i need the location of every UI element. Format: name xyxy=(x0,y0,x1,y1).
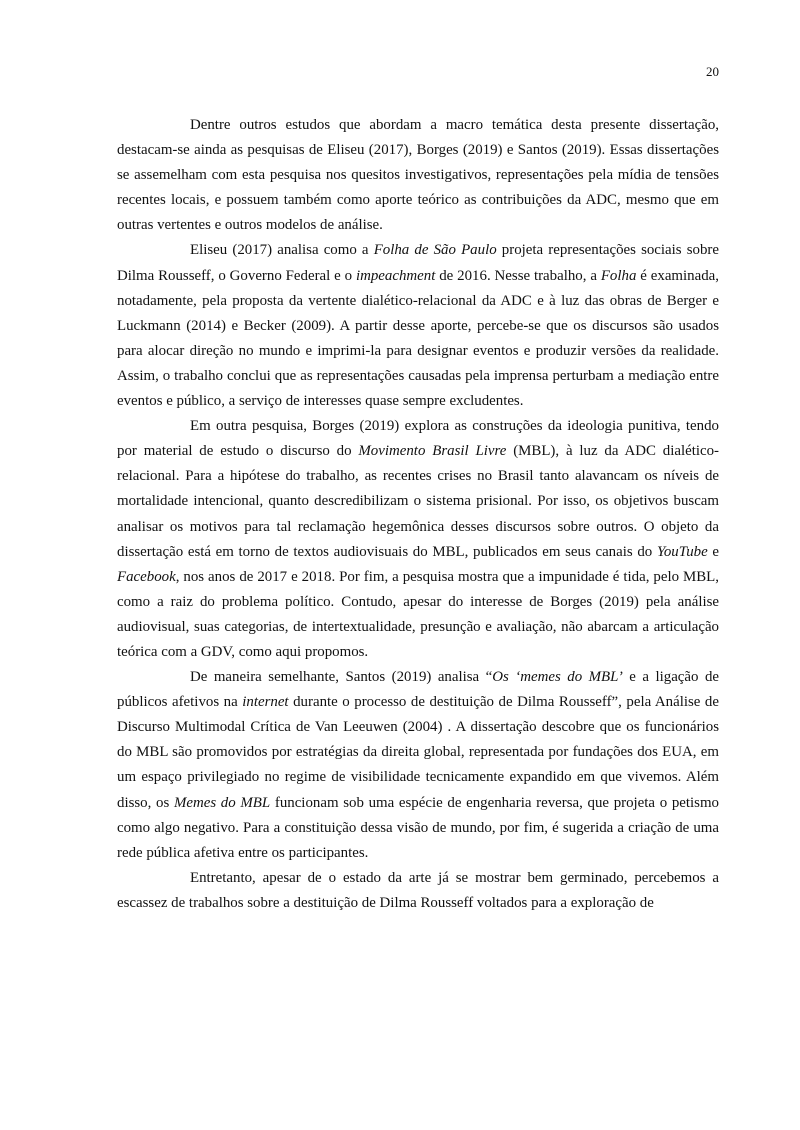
text-run: e a ligação de públicos afetivos na xyxy=(117,669,719,711)
paragraph xyxy=(117,238,719,414)
body-text xyxy=(117,113,719,916)
italic-term: Os ‘memes do MBL’ xyxy=(492,669,623,686)
paragraph xyxy=(117,414,719,665)
italic-term: Movimento Brasil Livre xyxy=(358,443,507,460)
text-run: durante o processo de destituição de Dilma Rousseff”, pela Análise de Discurso Multimodal Crítica de Van Leeuwen (2004) . A dissertação descobre que os funcionários do MBL são promovidos por estratégias da direita global, representada por fundações dos EUA, em um espaço privilegiado no regime de visibilidade tecnicamente expandido em que vivemos. Além disso, os xyxy=(117,694,719,811)
text-run: Eliseu (2017) analisa como a xyxy=(190,242,374,259)
italic-term: internet xyxy=(242,694,289,711)
italic-term: Folha xyxy=(600,267,637,284)
text-run: Dentre outros estudos que abordam a macro temática desta presente dissertação, destacam-se ainda as pesquisas de Eliseu (2017), Borges (2019) e Santos (2019). Essas dissertações se assemelham com esta pesquisa nos quesitos investigativos, representações pela mídia de tensões recentes locais, e possuem também como aporte teórico as contribuições da ADC, mesmo que em outras vertentes e outros modelos de análise. xyxy=(117,117,719,234)
italic-term: impeachment xyxy=(355,267,436,284)
text-run: funcionam sob uma espécie de engenharia reversa, que projeta o petismo como algo negativo. Para a constituição dessa visão de mundo, por fim, é sugerida a criação de uma rede pública afetiva entre os participantes. xyxy=(117,794,720,861)
text-run: Em outra pesquisa, Borges (2019) explora as construções da ideologia punitiva, tendo por material de estudo o discurso do xyxy=(117,418,719,460)
italic-term: Memes do MBL xyxy=(173,794,271,811)
text-run: , nos anos de 2017 e 2018. Por fim, a pesquisa mostra que a impunidade é tida, pelo MBL, como a raiz do problema político. Contudo, apesar do interesse de Borges (2019) pela análise audiovisual, suas categorias, de intertextualidade, presunção e avaliação, não abarcam a articulação teórica com a GDV, como aqui propomos. xyxy=(117,568,719,660)
text-run: e xyxy=(707,543,719,560)
italic-term: Facebook xyxy=(117,568,176,585)
paragraph xyxy=(117,113,719,238)
page-number: 20 xyxy=(706,64,719,79)
paragraph xyxy=(117,866,719,916)
text-run: De maneira semelhante, Santos (2019) analisa “ xyxy=(190,669,493,686)
paragraph xyxy=(117,665,719,866)
text-run: de 2016. Nesse trabalho, a xyxy=(435,267,601,284)
text-run: Entretanto, apesar de o estado da arte já se mostrar bem germinado, percebemos a escassez de trabalhos sobre a destituição de Dilma Rousseff voltados para a exploração de xyxy=(117,869,719,911)
text-run: é examinada, notadamente, pela proposta da vertente dialético-relacional da ADC e à luz das obras de Berger e Luckmann (2014) e Becker (2009). A partir desse aporte, percebe-se que os discursos são usados para alocar direção no mundo e imprimi-la para designar eventos e produzir versões da realidade. Assim, o trabalho conclui que as representações causadas pela imprensa perturbam a mediação entre eventos e público, a serviço de interesses quase sempre excludentes. xyxy=(117,267,719,410)
text-run: projeta representações sociais sobre Dilma Rousseff, o Governo Federal e o xyxy=(117,242,719,284)
text-run: (MBL), à luz da ADC dialético-relacional. Para a hipótese do trabalho, as recentes crises no Brasil tanto alavancam os níveis de mortalidade intencional, quanto descredibilizam o sistema prisional. Por isso, os objetivos buscam analisar os motivos para tal reclamação hegemônica desses discursos sobre outros. O objeto da dissertação está em torno de textos audiovisuais do MBL, publicados em seus canais do xyxy=(117,443,719,560)
italic-term: Folha de São Paulo xyxy=(373,242,497,259)
italic-term: YouTube xyxy=(656,543,708,560)
